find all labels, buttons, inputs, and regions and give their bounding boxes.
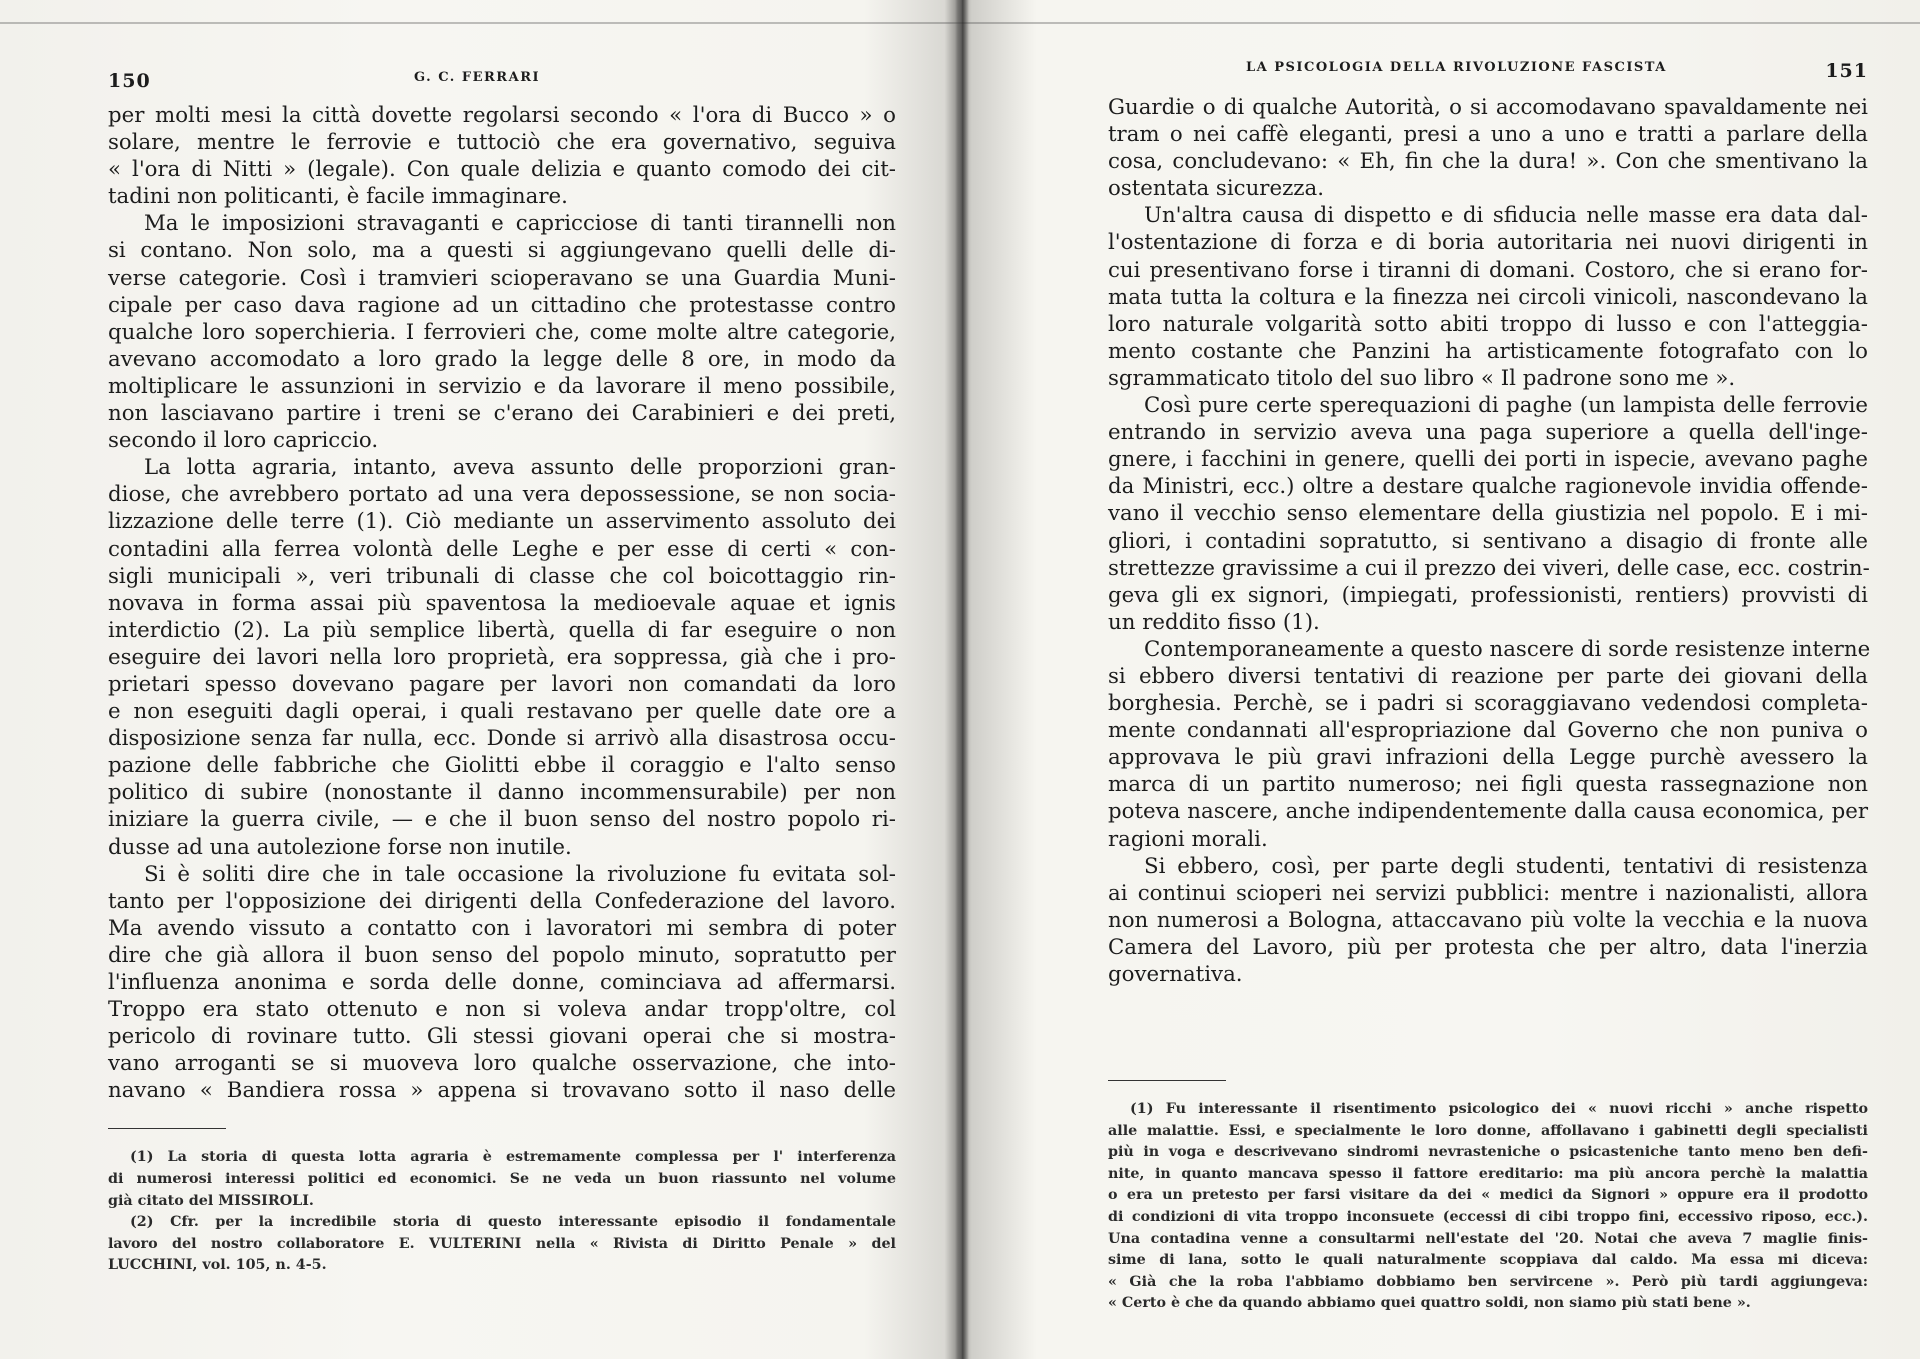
text-line: un reddito fisso (1). — [1108, 609, 1320, 635]
text-line: e non eseguiti dagli operai, i quali restavano per quelle date ore a — [108, 699, 896, 725]
footnote-line: sime di lana, sotto le quali naturalmente scoppiava dal caldo. Ma essa mi diceva: — [1108, 1252, 1868, 1269]
text-line: cosa, concludevano: « Eh, fin che la dura! ». Con che smentivano la — [1108, 149, 1868, 175]
left-page-header — [108, 62, 896, 102]
text-line: vano il vecchio senso elementare della giustizia nel popolo. E i mi- — [1108, 501, 1868, 527]
footnote-line: LUCCHINI, vol. 105, n. 4-5. — [108, 1257, 327, 1274]
text-line: prietari spesso dovevano pagare per lavori non comandati da loro — [108, 671, 896, 697]
footnote-line: « Già che la roba l'abbiamo dobbiamo ben servircene ». Però più tardi aggiungeva: — [1108, 1273, 1868, 1290]
text-line: gliori, i contadini sopratutto, si sentivano a disagio di fronte alle — [1108, 528, 1868, 554]
footnote-line: alle malattie. Essi, e specialmente le loro donne, affollavano i gabinetti degli specialisti — [1108, 1122, 1868, 1139]
text-line: avevano accomodato a loro grado la legge delle 8 ore, in modo da — [108, 346, 896, 372]
text-line: tadini non politicanti, è facile immaginare. — [108, 184, 568, 210]
text-line: Camera del Lavoro, più per protesta che per altro, data l'inerzia — [1108, 934, 1868, 960]
footnote-line: già citato del MISSIROLI. — [108, 1192, 314, 1209]
text-line: l'influenza anonima e sorda delle donne, cominciava ad affermarsi. — [108, 970, 896, 995]
text-line: mata tutta la coltura e la finezza nei circoli vinicoli, nascondevano la — [1108, 284, 1868, 310]
text-line: novava in forma assai più spaventosa la medioevale aquae et ignis — [108, 590, 896, 616]
book-spine — [955, 0, 969, 1359]
text-line: tram o nei caffè eleganti, presi a uno a uno e tratti a parlare della — [1108, 122, 1868, 148]
text-line: La lotta agraria, intanto, aveva assunto delle proporzioni gran- — [144, 455, 896, 481]
footnote-line: (1) Fu interessante il risentimento psicologico dei « nuovi ricchi » anche rispetto — [1130, 1101, 1868, 1118]
text-line: Troppo era stato ottenuto e non si voleva andar tropp'oltre, col — [108, 997, 896, 1023]
footnote-line: lavoro del nostro collaboratore E. VULTERINI nella « Rivista di Diritto Penale » del — [108, 1235, 896, 1252]
text-line: cipale per caso dava ragione ad un cittadino che protestasse contro — [108, 292, 896, 318]
text-line: moltiplicare le assunzioni in servizio e da lavorare il meno possibile, — [108, 373, 896, 399]
text-line: tanto per l'opposizione dei dirigenti della Confederazione del lavoro. — [108, 888, 896, 914]
right-page-body — [1108, 94, 1871, 988]
text-line: gnere, i facchini in genere, quelli dei porti in ispecie, avevano paghe — [1108, 447, 1868, 473]
text-line: Si è soliti dire che in tale occasione la rivoluzione fu evitata sol- — [144, 861, 896, 887]
text-line: Ma avendo vissuto a contatto con i lavoratori mi sembra di poter — [108, 915, 896, 941]
text-line: mente condannati all'espropriazione dal Governo che non puniva o — [1108, 718, 1868, 744]
text-line: entrando in servizio aveva una paga superiore a quella dell'inge- — [1108, 420, 1868, 446]
running-head: LA PSICOLOGIA DELLA RIVOLUZIONE FASCISTA — [1246, 60, 1667, 75]
text-line: Si ebbero, così, per parte degli studenti, tentativi di resistenza — [1144, 853, 1868, 879]
left-page — [108, 0, 896, 1277]
text-line: geva gli ex signori, (impiegati, professionisti, rentiers) provvisti di — [1108, 582, 1868, 608]
text-line: qualche loro soperchieria. I ferrovieri che, come molte altre categorie, — [108, 319, 896, 345]
text-line: per molti mesi la città dovette regolarsi secondo « l'ora di Bucco » o — [108, 103, 896, 128]
left-page-footnotes — [108, 1147, 896, 1277]
text-line: interdictio (2). La più semplice libertà, quella di far eseguire o non — [108, 617, 896, 643]
text-line: non numerosi a Bologna, attaccavano più volte la vecchia e la nuova — [1108, 907, 1868, 933]
text-line: governativa. — [1108, 962, 1243, 987]
text-line: Ma le imposizioni stravaganti e capricciose di tanti tirannelli non — [144, 211, 896, 237]
running-head: G. C. FERRARI — [414, 70, 541, 85]
text-line: pazione delle fabbriche che Giolitti ebbe il coraggio e l'alto senso — [108, 753, 896, 779]
text-line: non lasciavano partire i treni se c'erano dei Carabinieri e dei preti, — [108, 401, 896, 427]
text-line: cui presentivano forse i tiranni di domani. Costoro, che si erano for- — [1108, 257, 1868, 283]
text-line: disposizione senza far nulla, ecc. Donde si arrivò alla disastrosa occu- — [108, 726, 896, 752]
text-line: sgrammaticato titolo del suo libro « Il padrone sono me ». — [1108, 365, 1736, 391]
footnote-line: Una contadina venne a consultarmi nell'estate del '20. Notai che aveva 7 maglie finis- — [1108, 1230, 1868, 1247]
text-line: pericolo di rovinare tutto. Gli stessi giovani operai che si mostra- — [108, 1024, 896, 1050]
text-line: iniziare la guerra civile, — e che il buon senso del nostro popolo ri- — [108, 807, 896, 833]
text-line: marca di un partito numeroso; nei figli questa rassegnazione non — [1108, 772, 1868, 798]
text-line: dusse ad una autolezione forse non inutile. — [108, 834, 572, 860]
text-line: vano arroganti se si muoveva loro qualche osservazione, che into- — [108, 1051, 896, 1077]
right-page — [1108, 0, 1871, 1315]
text-line: l'ostentazione di forza e di boria autoritaria nei nuovi dirigenti in — [1108, 230, 1868, 256]
footnote-line: nite, in quanto mancava spesso il fattore ereditario: ma più ancora perchè la malattia — [1108, 1165, 1868, 1182]
footnote-line: (2) Cfr. per la incredibile storia di questo interessante episodio il fondamentale — [130, 1214, 896, 1231]
page-number: 151 — [1825, 60, 1868, 82]
footnote-line: (1) La storia di questa lotta agraria è estremamente complessa per l' interferenza — [130, 1149, 896, 1166]
text-line: Così pure certe sperequazioni di paghe (un lampista delle ferrovie — [1144, 393, 1868, 419]
footnote-line: di numerosi interessi politici ed economici. Se ne veda un buon riassunto nel volume — [108, 1171, 896, 1188]
text-line: lizzazione delle terre (1). Ciò mediante un asservimento assoluto dei — [108, 509, 896, 535]
text-line: mento costante che Panzini ha artisticamente fotografato con lo — [1108, 338, 1868, 364]
footnote-line: di condizioni di vita troppo inconsuete (eccessi di cibi troppo fini, eccessivo riposo, ecc.). — [1108, 1209, 1868, 1226]
text-line: si contano. Non solo, ma a questi si aggiungevano quelli delle di- — [108, 238, 896, 264]
text-line: ragioni morali. — [1108, 826, 1268, 852]
footnote-line: o era un pretesto per farsi visitare da dei « medici da Signori » oppure era il prodotto — [1108, 1187, 1868, 1204]
text-line: politico di subire (nonostante il danno incommensurabile) per non — [108, 780, 896, 806]
right-page-header — [1108, 62, 1868, 102]
page-number: 150 — [108, 70, 151, 92]
text-line: sigli municipali », veri tribunali di classe che col boicottaggio rin- — [108, 563, 896, 589]
text-line: dire che già allora il buon senso del popolo minuto, sopratutto per — [108, 942, 896, 968]
text-line: poteva nascere, anche indipendentemente dalla causa economica, per — [1108, 799, 1868, 825]
text-line: contadini alla ferrea volontà delle Leghe e per esse di certi « con- — [108, 536, 896, 562]
text-line: loro naturale volgarità sotto abiti troppo di lusso e con l'atteggia- — [1108, 311, 1868, 337]
text-line: ostentata sicurezza. — [1108, 176, 1324, 202]
footnote-line: più in voga e descrivevano sindromi nevrasteniche o psicasteniche tanto meno ben defi- — [1108, 1144, 1868, 1161]
text-line: approvava le più gravi infrazioni della Legge purchè avessero la — [1108, 745, 1868, 771]
right-page-footnotes — [1108, 1099, 1868, 1315]
text-line: Un'altra causa di dispetto e di sfiducia nelle masse era data dal- — [1144, 203, 1868, 229]
text-line: ai continui scioperi nei servizi pubblici: mentre i nazionalisti, allora — [1108, 880, 1868, 906]
text-line: da Ministri, ecc.) oltre a destare qualche ragionevole invidia offende- — [1108, 474, 1868, 500]
text-line: borghesia. Perchè, se i padri si scoraggiavano vedendosi completa- — [1108, 691, 1868, 717]
text-line: « l'ora di Nitti » (legale). Con quale delizia e quanto comodo dei cit- — [108, 157, 896, 183]
text-line: navano « Bandiera rossa » appena si trovavano sotto il naso delle — [108, 1078, 896, 1104]
text-line: secondo il loro capriccio. — [108, 428, 379, 454]
text-line: eseguire dei lavori nella loro proprietà, era soppressa, già che i pro- — [108, 644, 896, 670]
text-line: verse categorie. Così i tramvieri scioperavano se una Guardia Muni- — [108, 265, 896, 291]
footnote-rule — [108, 1128, 226, 1129]
text-line: solare, mentre le ferrovie e tuttociò che era governativo, seguiva — [108, 130, 896, 156]
text-line: Guardie o di qualche Autorità, o si accomodavano spavaldamente nei — [1108, 95, 1868, 120]
text-line: diose, che avrebbero portato ad una vera depossessione, se non socia- — [108, 482, 896, 508]
left-page-body — [108, 102, 896, 1104]
text-line: Contemporaneamente a questo nascere di sorde resistenze interne — [1144, 636, 1871, 662]
text-line: strettezze gravissime a cui il prezzo dei viveri, delle case, ecc. costrin- — [1108, 555, 1870, 581]
footnote-line: « Certo è che da quando abbiamo quei quattro soldi, non siamo più stati bene ». — [1108, 1295, 1751, 1312]
footnote-rule — [1108, 1080, 1226, 1081]
text-line: si ebbero diversi tentativi di reazione per parte dei giovani della — [1108, 663, 1868, 689]
